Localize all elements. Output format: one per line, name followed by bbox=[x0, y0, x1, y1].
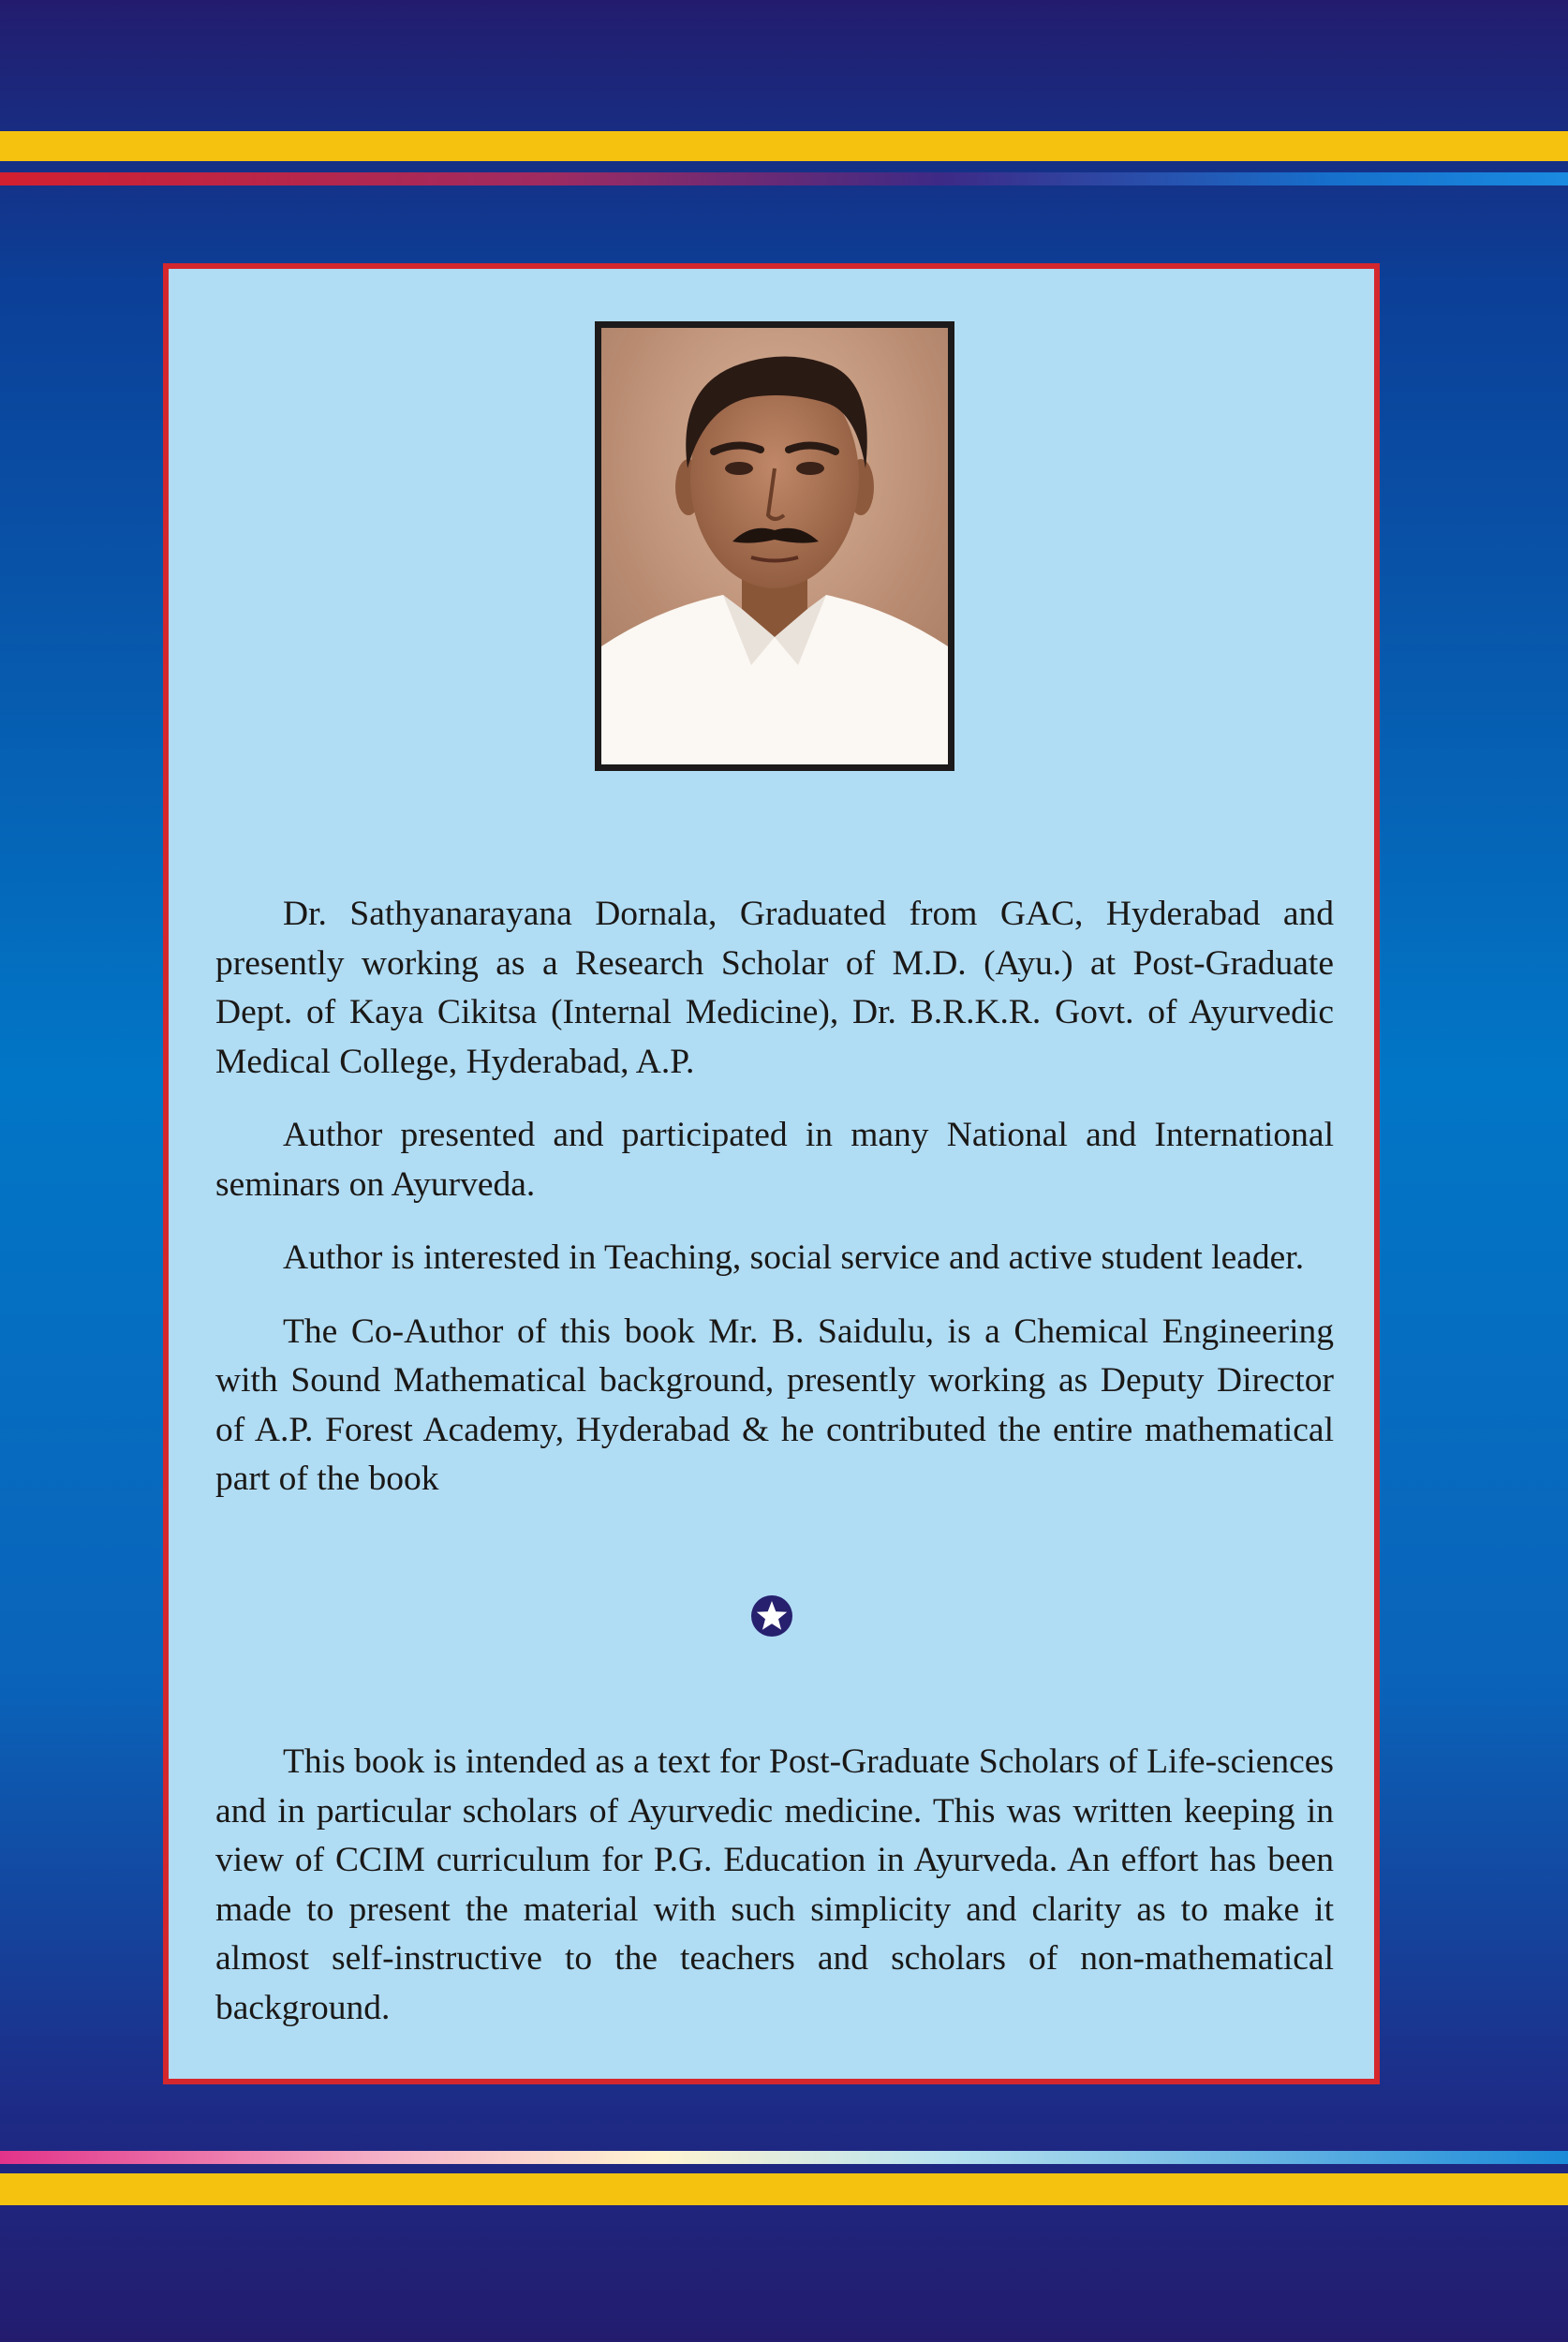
bottom-yellow-stripe bbox=[0, 2173, 1568, 2205]
bio-paragraph-4: The Co-Author of this book Mr. B. Saidulu, is a Chemical Engineering with Sound Mathematical background, presently working as Deputy Director of A.P. Forest Academy, Hyderabad & he contributed the entire mathematical part of the book bbox=[215, 1312, 1334, 1498]
content-panel bbox=[163, 263, 1380, 2084]
bottom-gradient-stripe bbox=[0, 2151, 1568, 2164]
star-in-circle-icon bbox=[750, 1594, 793, 1638]
top-yellow-stripe bbox=[0, 131, 1568, 161]
summary-paragraph: This book is intended as a text for Post-Graduate Scholars of Life-sciences and in particular scholars of Ayurvedic medicine. This was written keeping in view of CCIM curriculum for P.G. Education in Ayurveda. An effort has been made to present the material with such simplicity and clarity as to make it almost self-instructive to the teachers and scholars of non-mathematical background. bbox=[215, 1742, 1334, 2027]
portrait-illustration bbox=[601, 328, 948, 764]
author-bio bbox=[215, 890, 1334, 1529]
book-summary bbox=[215, 1738, 1334, 2057]
bio-paragraph-2: Author presented and participated in many National and International seminars on Ayurveda. bbox=[215, 1116, 1334, 1204]
bio-paragraph-3: Author is interested in Teaching, social service and active student leader. bbox=[283, 1238, 1305, 1277]
bio-paragraph-1: Dr. Sathyanarayana Dornala, Graduated from GAC, Hyderabad and presently working as a Research Scholar of M.D. (Ayu.) at Post-Graduate Dept. of Kaya Cikitsa (Internal Medicine), Dr. B.R.K.R. Govt. of Ayurvedic Medical College, Hyderabad, A.P. bbox=[215, 895, 1334, 1081]
top-gradient-stripe bbox=[0, 172, 1568, 185]
author-portrait-photo bbox=[595, 321, 954, 771]
